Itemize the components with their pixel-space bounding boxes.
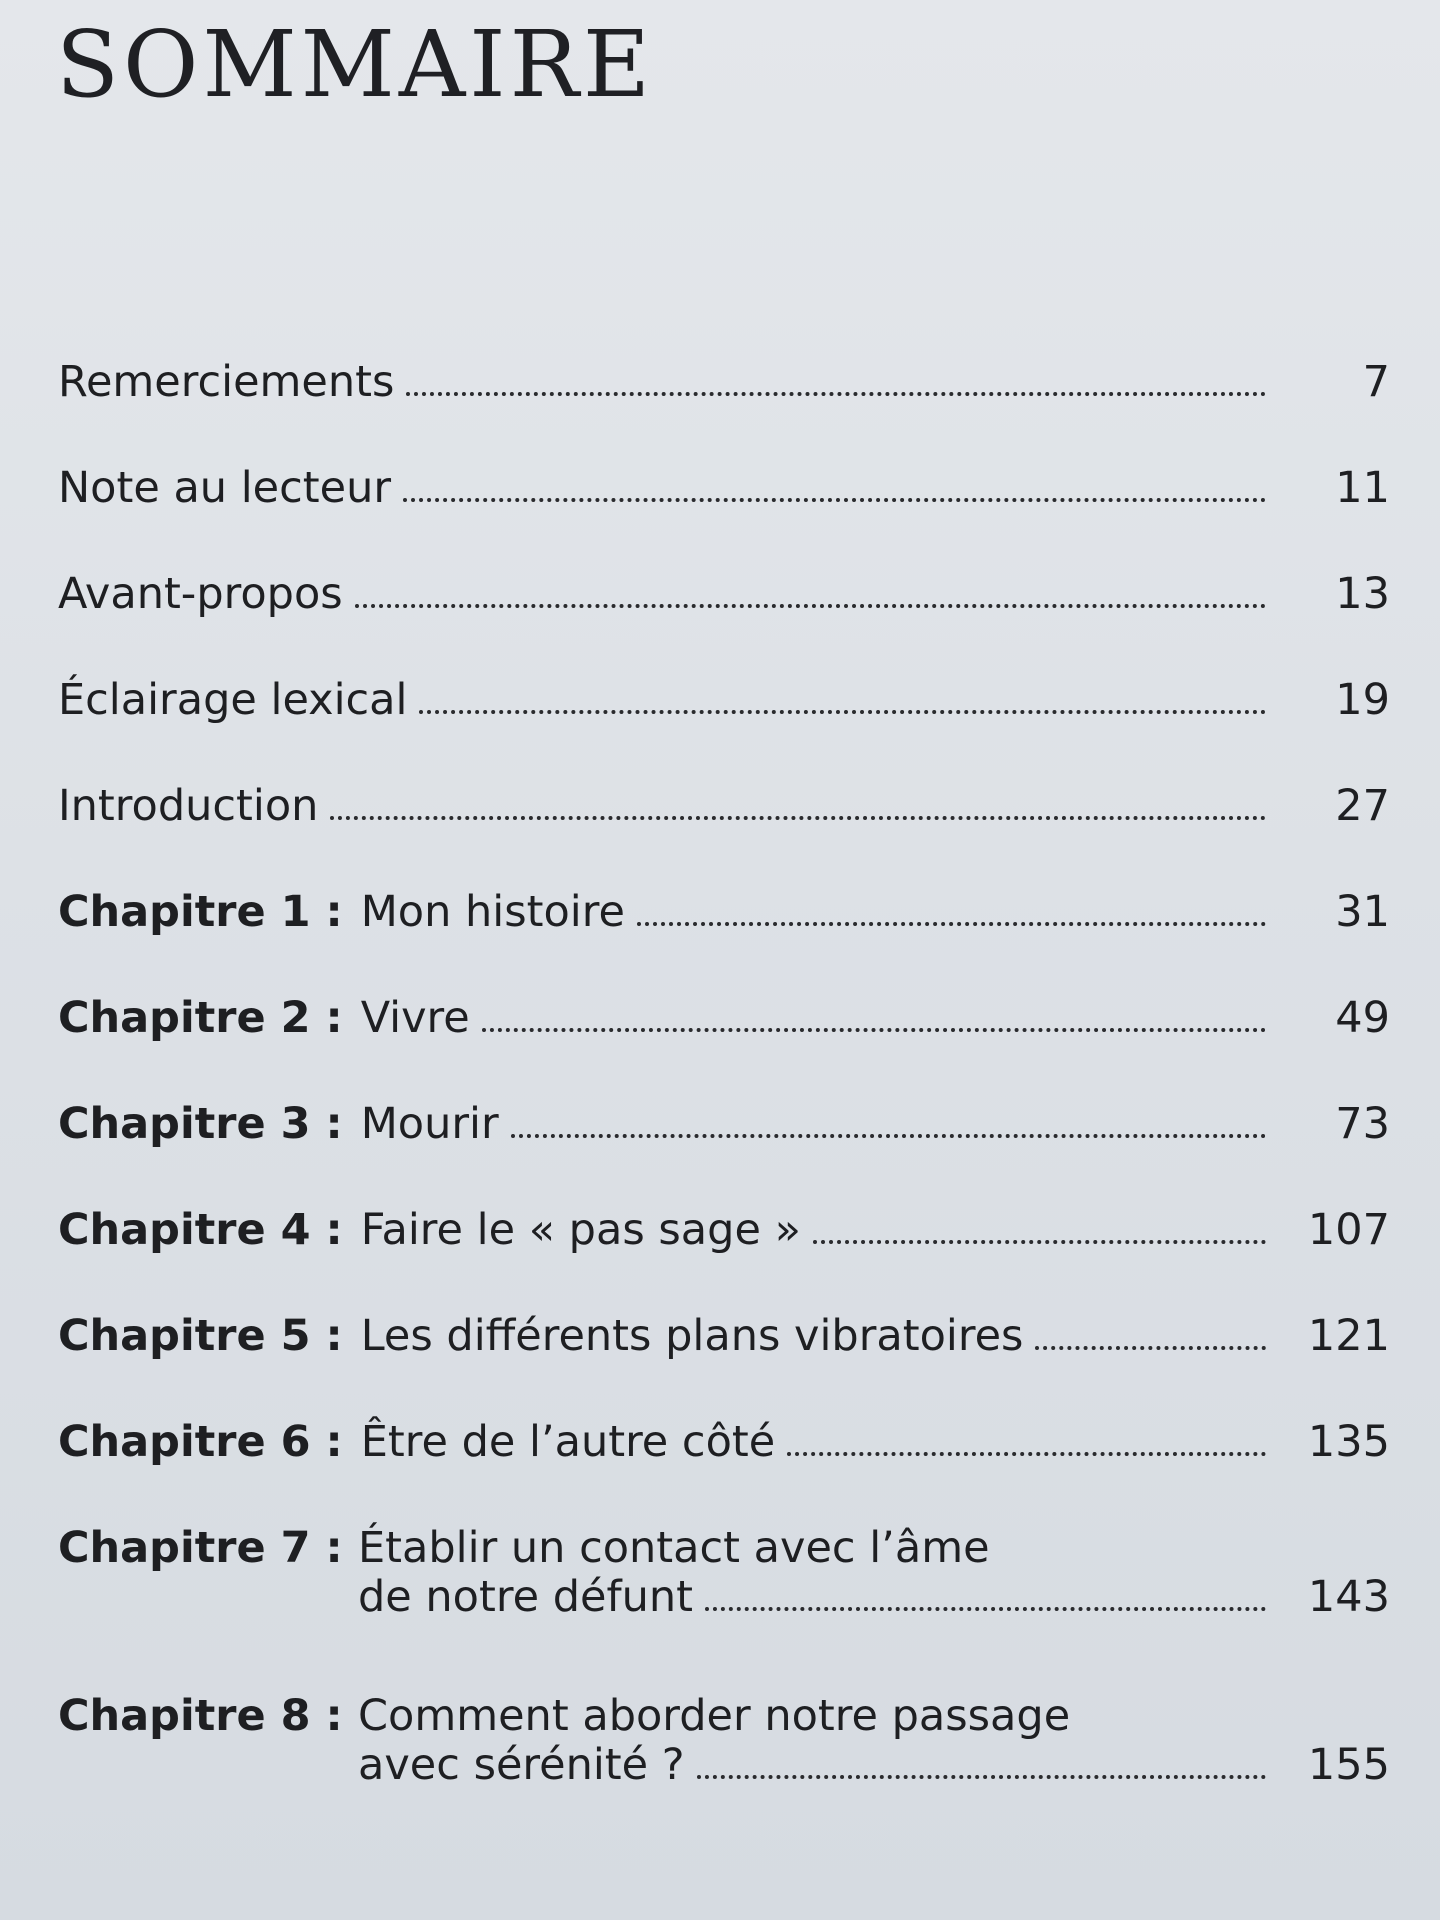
- page-number: 107: [1307, 1205, 1390, 1255]
- dot-leader: [787, 1451, 1266, 1456]
- toc-entry-line: [358, 1573, 1390, 1622]
- toc-entry: [58, 464, 1390, 570]
- page-number: 73: [1335, 1099, 1390, 1149]
- dot-leader: [355, 603, 1266, 608]
- toc-entry-line: [358, 1692, 1390, 1741]
- dot-leader: [403, 497, 1266, 502]
- page-number: 27: [1335, 781, 1390, 831]
- chapter-number: Chapitre 3 :: [58, 1099, 343, 1149]
- toc-entry-line: [58, 782, 1390, 831]
- toc-entry-label-block: [58, 888, 1390, 937]
- toc-entry-title: Établir un contact avec l’âme: [358, 1523, 990, 1573]
- toc-entry-label-block: [58, 1524, 1390, 1623]
- toc-entry-line: [358, 1524, 1390, 1573]
- toc-entry-text: [361, 1206, 1390, 1255]
- chapter-number: Chapitre 7 :: [58, 1523, 343, 1573]
- dot-leader: [705, 1606, 1266, 1611]
- toc-entry-text: [58, 782, 1390, 831]
- toc-entry: [58, 1418, 1390, 1524]
- toc-entry: [58, 1524, 1390, 1692]
- chapter-number: Chapitre 2 :: [58, 993, 343, 1043]
- toc-entry: [58, 1692, 1390, 1791]
- toc-entry: [58, 1100, 1390, 1206]
- dot-leader: [813, 1239, 1266, 1244]
- toc-entry-label-block: [58, 464, 1390, 513]
- page-number: 143: [1307, 1572, 1390, 1623]
- toc-entry-line: [361, 1312, 1390, 1361]
- table-of-contents: [58, 358, 1390, 1791]
- page-number: 49: [1335, 993, 1390, 1043]
- toc-entry-line: [58, 464, 1390, 513]
- toc-entry-title: Introduction: [58, 781, 319, 831]
- toc-entry-title: Comment aborder notre passage: [358, 1691, 1071, 1741]
- toc-entry: [58, 358, 1390, 464]
- chapter-number: Chapitre 1 :: [58, 887, 343, 937]
- toc-entry-text: [361, 1418, 1390, 1467]
- toc-entry-line: [58, 358, 1390, 407]
- chapter-number: Chapitre 4 :: [58, 1205, 343, 1255]
- toc-entry-label-block: [58, 358, 1390, 407]
- page-number: 11: [1335, 463, 1390, 513]
- toc-entry-line: [58, 570, 1390, 619]
- toc-entry-title: Être de l’autre côté: [360, 1417, 776, 1467]
- toc-entry: [58, 782, 1390, 888]
- dot-leader: [406, 391, 1266, 396]
- toc-entry-text: [361, 994, 1390, 1043]
- toc-entry-title: Note au lecteur: [58, 463, 392, 513]
- toc-entry-text: [58, 676, 1390, 725]
- page-number: 13: [1335, 569, 1390, 619]
- toc-entry: [58, 676, 1390, 782]
- toc-entry-text: [358, 1524, 1390, 1623]
- toc-entry-label-block: [58, 570, 1390, 619]
- chapter-number: Chapitre 6 :: [58, 1417, 343, 1467]
- page-number: 19: [1335, 675, 1390, 725]
- toc-entry: [58, 1206, 1390, 1312]
- toc-entry-line: [361, 1100, 1390, 1149]
- toc-entry-label-block: [58, 1206, 1390, 1255]
- toc-entry-title: Avant-propos: [58, 569, 343, 619]
- toc-entry: [58, 888, 1390, 994]
- toc-entry-text: [361, 1100, 1390, 1149]
- dot-leader: [511, 1133, 1266, 1138]
- toc-entry-text: [361, 1312, 1390, 1361]
- toc-entry-line: [361, 994, 1390, 1043]
- toc-entry-label-block: [58, 994, 1390, 1043]
- toc-entry-text: [58, 464, 1390, 513]
- toc-entry: [58, 1312, 1390, 1418]
- toc-entry-title: Vivre: [360, 993, 470, 1043]
- chapter-number: Chapitre 5 :: [58, 1311, 343, 1361]
- toc-entry-line: [358, 1741, 1390, 1790]
- toc-entry: [58, 570, 1390, 676]
- dot-leader: [697, 1774, 1266, 1779]
- toc-entry-label-block: [58, 1692, 1390, 1791]
- dot-leader: [1035, 1345, 1266, 1350]
- toc-entry-label-block: [58, 1312, 1390, 1361]
- toc-entry-line: [361, 1206, 1390, 1255]
- toc-entry-title: Éclairage lexical: [58, 675, 408, 725]
- toc-entry-label-block: [58, 782, 1390, 831]
- toc-entry-title: Mon histoire: [360, 887, 625, 937]
- dot-leader: [330, 815, 1266, 820]
- toc-entry-title: avec sérénité ?: [358, 1740, 685, 1791]
- dot-leader: [419, 709, 1266, 714]
- page-number: 121: [1307, 1311, 1390, 1361]
- toc-entry-line: [58, 676, 1390, 725]
- toc-entry-label-block: [58, 676, 1390, 725]
- dot-leader: [482, 1027, 1266, 1032]
- toc-entry-line: [361, 1418, 1390, 1467]
- page-title: SOMMAIRE: [56, 11, 655, 118]
- toc-entry-text: [358, 1692, 1390, 1791]
- page-number: 135: [1307, 1417, 1390, 1467]
- chapter-number: Chapitre 8 :: [58, 1691, 343, 1741]
- page-number: 7: [1362, 357, 1390, 407]
- page-number: 31: [1335, 887, 1390, 937]
- toc-entry-text: [58, 358, 1390, 407]
- page-number: 155: [1307, 1740, 1390, 1791]
- dot-leader: [637, 921, 1266, 926]
- toc-entry-title: Mourir: [360, 1099, 499, 1149]
- toc-entry-text: [58, 570, 1390, 619]
- toc-entry-title: de notre défunt: [358, 1572, 693, 1623]
- toc-entry-text: [361, 888, 1390, 937]
- toc-entry-line: [361, 888, 1390, 937]
- toc-entry-title: Remerciements: [58, 357, 395, 407]
- toc-entry-label-block: [58, 1100, 1390, 1149]
- toc-entry-label-block: [58, 1418, 1390, 1467]
- toc-entry-title: Les différents plans vibratoires: [360, 1311, 1024, 1361]
- toc-entry: [58, 994, 1390, 1100]
- toc-entry-title: Faire le « pas sage »: [360, 1205, 801, 1255]
